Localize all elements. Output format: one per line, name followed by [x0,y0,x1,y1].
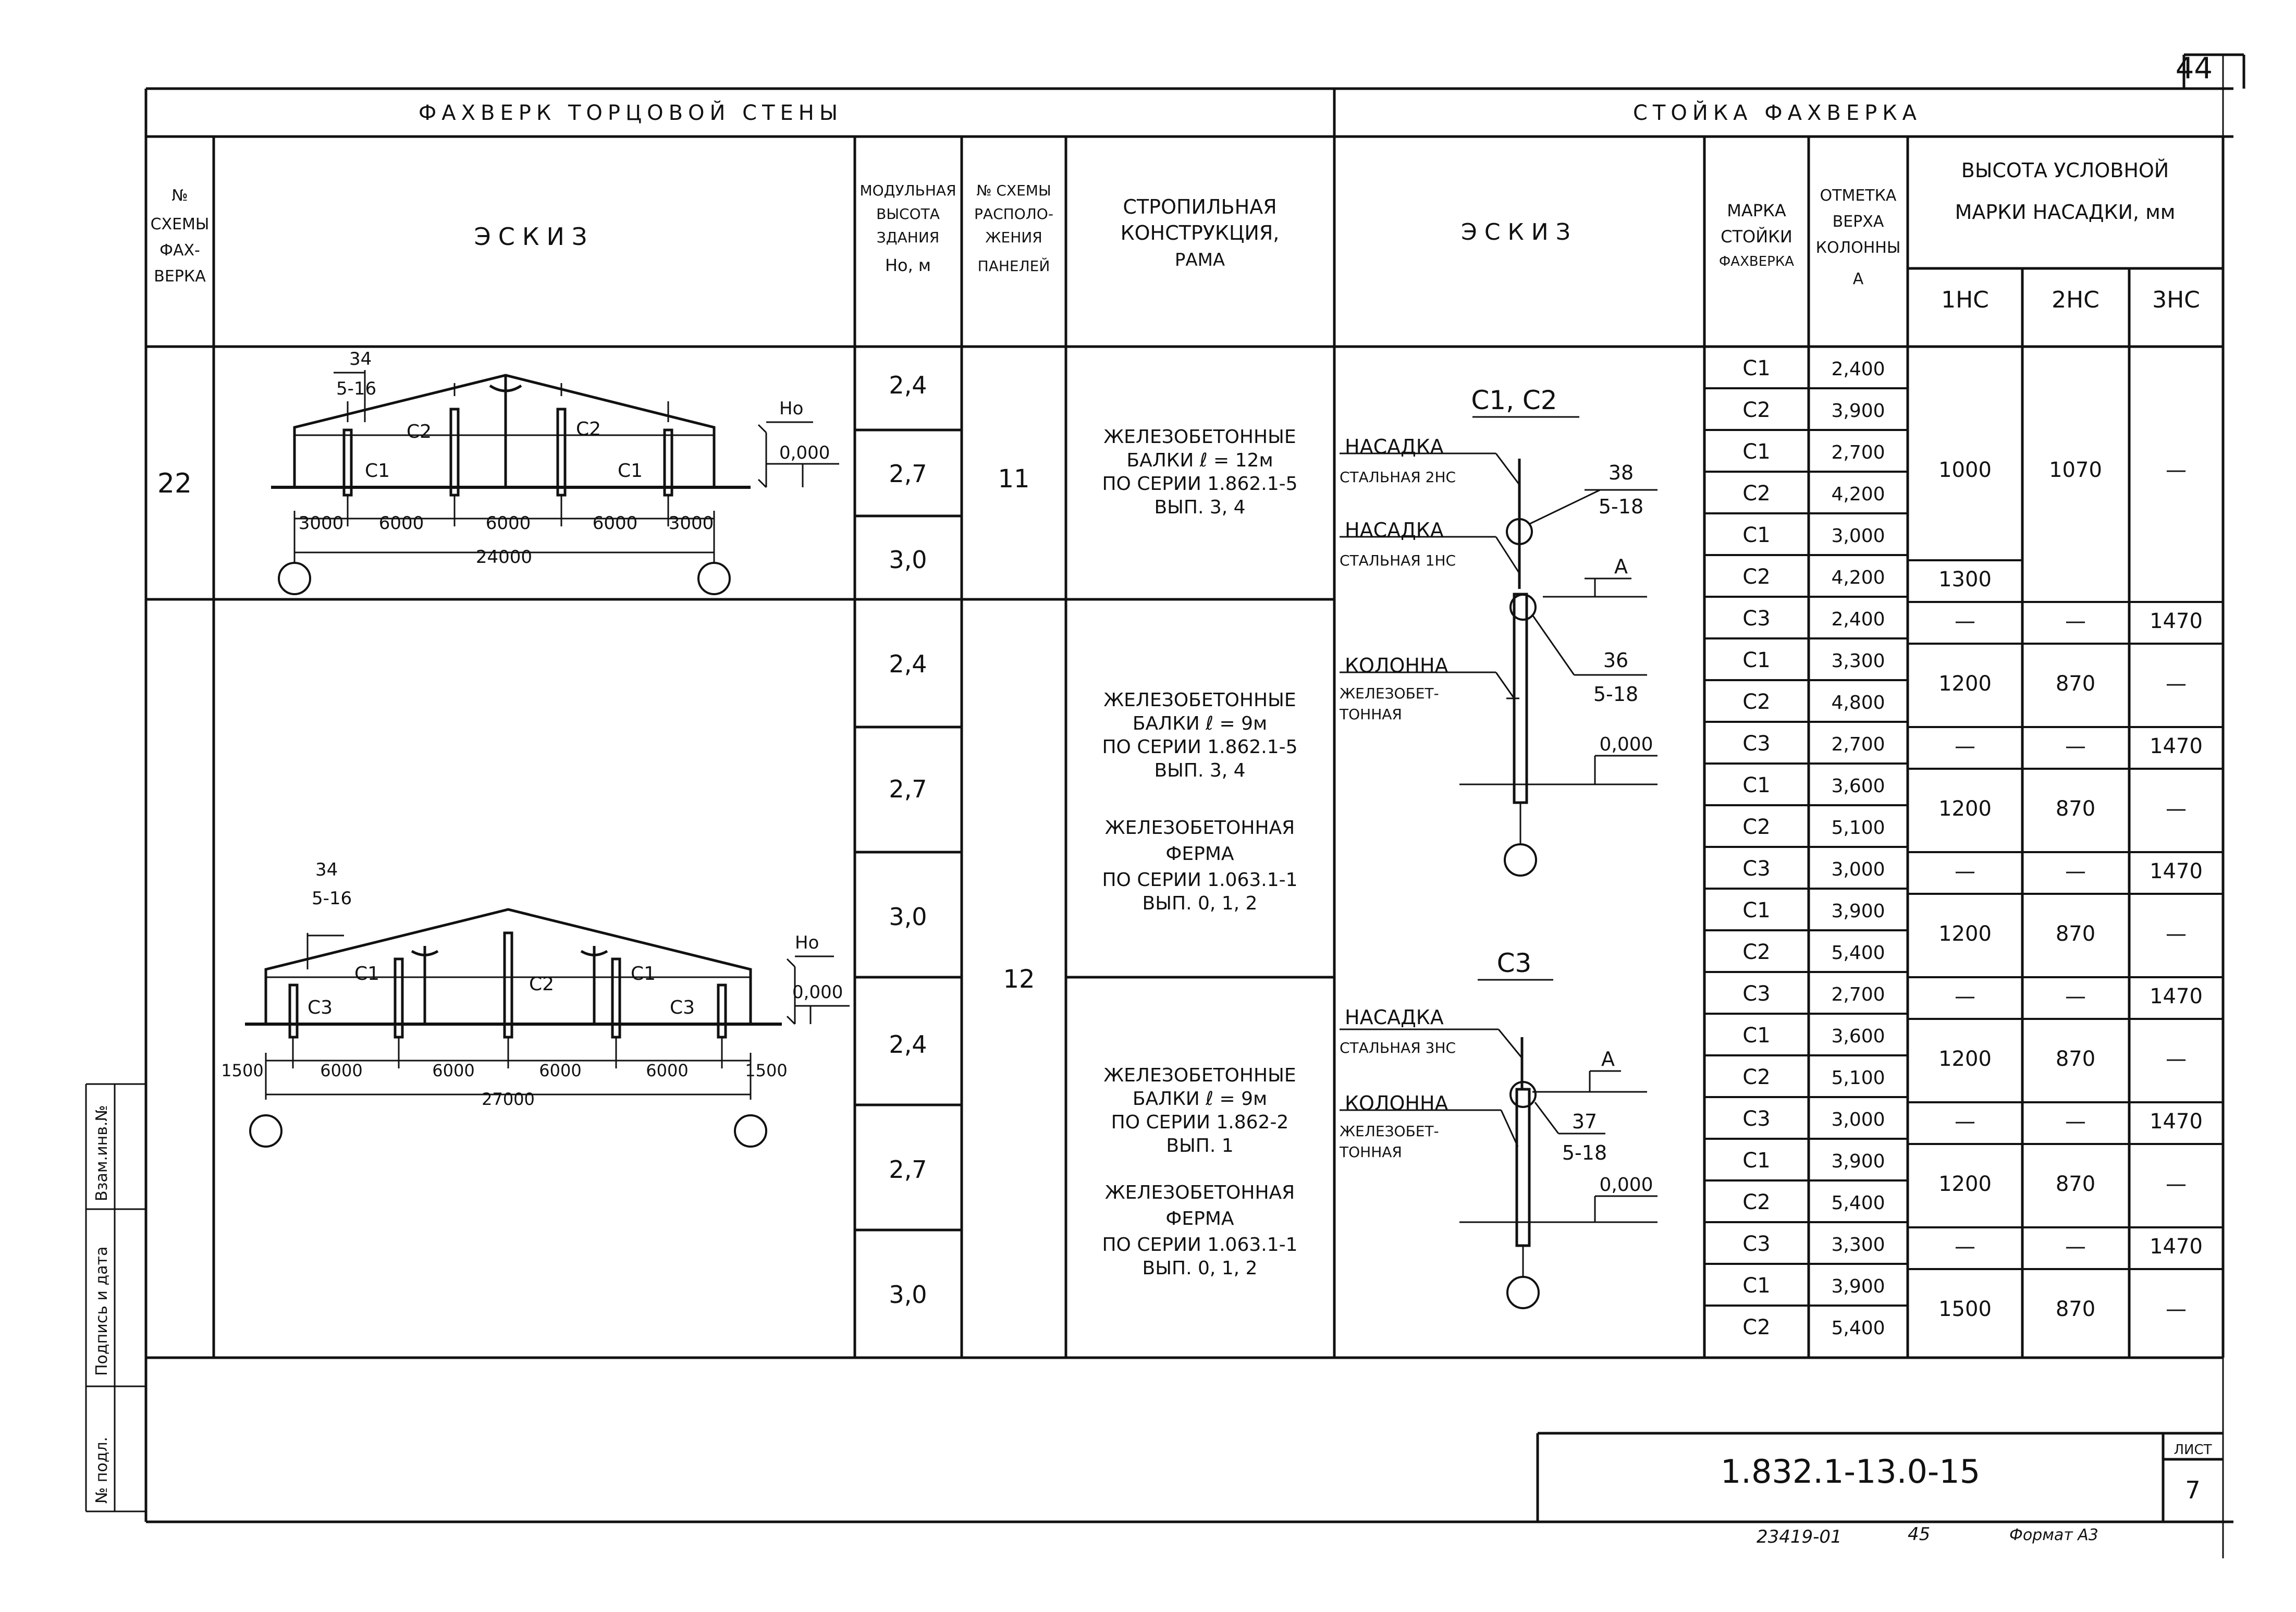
svg-text:870: 870 [2055,1047,2096,1071]
svg-text:МАРКА: МАРКА [1727,201,1786,220]
svg-text:6000: 6000 [646,1061,689,1080]
svg-text:ВЕРКА: ВЕРКА [154,267,206,286]
svg-text:С3: С3 [308,997,333,1018]
post-mark: С2 [1742,482,1771,506]
svg-text:БАЛКИ ℓ = 12м: БАЛКИ ℓ = 12м [1126,450,1273,471]
column-top-elevation: 5,100 [1831,817,1885,839]
column-top-elevation: 3,300 [1831,650,1885,672]
svg-text:6000: 6000 [485,513,531,534]
svg-text:870: 870 [2055,922,2096,946]
svg-text:КОЛОННЫ: КОЛОННЫ [1815,239,1901,257]
svg-text:ЖЕЛЕЗОБЕТОННЫЕ: ЖЕЛЕЗОБЕТОННЫЕ [1103,1065,1296,1086]
svg-text:ВЫП. 3, 4: ВЫП. 3, 4 [1154,760,1246,781]
column-top-elevation: 3,600 [1831,776,1885,797]
header-mark [1719,201,1794,269]
svg-text:0,000: 0,000 [779,442,830,463]
svg-text:2,7: 2,7 [889,460,927,488]
svg-text:3НС: 3НС [2152,287,2200,313]
column-top-elevation: 3,000 [1831,1109,1885,1130]
post-mark: С1 [1742,523,1771,547]
column-top-elevation: 4,200 [1831,567,1885,588]
svg-text:1200: 1200 [1938,797,1992,821]
svg-text:—: — [2065,1110,2086,1134]
svg-text:ФЕРМА: ФЕРМА [1165,843,1234,865]
column-top-elevation: 2,700 [1831,734,1885,755]
svg-text:—: — [2065,859,2086,883]
svg-text:СТОЙКИ: СТОЙКИ [1721,227,1792,247]
svg-text:2НС: 2НС [2052,287,2099,313]
svg-text:1470: 1470 [2150,1110,2203,1134]
svg-text:ФАХВЕРКА: ФАХВЕРКА [1718,254,1795,269]
svg-text:27000: 27000 [482,1089,535,1109]
document-code: 1.832.1-13.0-15 [1720,1453,1981,1491]
column-top-elevation: 2,700 [1831,984,1885,1005]
svg-text:3000: 3000 [298,513,344,534]
svg-text:1200: 1200 [1938,922,1992,946]
svg-text:ЖЕЛЕЗОБЕТОННЫЕ: ЖЕЛЕЗОБЕТОННЫЕ [1103,690,1296,711]
svg-text:2,7: 2,7 [889,1155,927,1184]
svg-text:РАСПОЛО-: РАСПОЛО- [974,205,1053,223]
post-mark: С2 [1742,1190,1771,1214]
svg-text:870: 870 [2055,672,2096,696]
svg-text:СТРОПИЛЬНАЯ: СТРОПИЛЬНАЯ [1123,195,1277,218]
post-mark: С1 [1742,356,1771,380]
svg-text:А: А [1614,555,1628,578]
svg-text:—: — [1955,985,1975,1008]
svg-text:ЖЕЛЕЗОБЕТОННАЯ: ЖЕЛЕЗОБЕТОННАЯ [1104,817,1295,839]
svg-text:ВЫП. 0, 1, 2: ВЫП. 0, 1, 2 [1142,1258,1258,1279]
post-mark: С2 [1742,815,1771,839]
svg-text:ВЫП. 3, 4: ВЫП. 3, 4 [1154,497,1246,518]
svg-text:МАРКИ НАСАДКИ, мм: МАРКИ НАСАДКИ, мм [1955,201,2176,224]
svg-text:ОТМЕТКА: ОТМЕТКА [1820,187,1897,205]
svg-text:6000: 6000 [592,513,638,534]
post-mark: С2 [1742,1065,1771,1089]
svg-text:КОНСТРУКЦИЯ,: КОНСТРУКЦИЯ, [1120,222,1280,244]
post-mark: С1 [1742,1149,1771,1173]
sheet-frame [86,55,2244,1558]
svg-text:2,4: 2,4 [889,371,927,399]
column-top-elevation: 5,400 [1831,942,1885,964]
svg-text:—: — [1955,1235,1975,1259]
svg-text:НАСАДКА: НАСАДКА [1345,519,1444,542]
sheet-number-top: 44 [2175,52,2213,85]
svg-text:КОЛОННА: КОЛОННА [1345,1092,1448,1115]
svg-text:34: 34 [349,349,372,370]
header-height [860,182,956,275]
svg-text:С2: С2 [529,974,555,995]
svg-text:—: — [2065,1235,2086,1259]
svg-text:38: 38 [1608,461,1634,484]
svg-text:Hо: Hо [779,398,804,419]
svg-text:—: — [2166,672,2187,696]
side-stamp [93,1105,111,1504]
svg-text:С1: С1 [365,460,390,482]
svg-text:№ подл.: № подл. [93,1436,111,1504]
svg-text:1470: 1470 [2150,985,2203,1008]
post-mark: С1 [1742,899,1771,922]
post-mark: С1 [1742,1274,1771,1298]
svg-text:ВЕРХА: ВЕРХА [1832,213,1884,231]
svg-text:ПО СЕРИИ 1.063.1-1: ПО СЕРИИ 1.063.1-1 [1102,869,1298,891]
svg-text:А: А [1601,1048,1615,1070]
column-top-elevation: 3,900 [1831,1276,1885,1297]
column-top-elevation: 4,800 [1831,692,1885,713]
svg-text:ПАНЕЛЕЙ: ПАНЕЛЕЙ [977,257,1050,275]
svg-text:ВЫП. 0, 1, 2: ВЫП. 0, 1, 2 [1142,893,1258,914]
svg-text:НАСАДКА: НАСАДКА [1345,435,1444,458]
svg-text:ПО СЕРИИ 1.063.1-1: ПО СЕРИИ 1.063.1-1 [1102,1234,1298,1256]
sketch-scheme-27000 [221,859,850,1147]
svg-text:6000: 6000 [378,513,424,534]
nozzle-values [1938,458,2203,1321]
svg-text:1200: 1200 [1938,1047,1992,1071]
svg-text:№ СХЕМЫ: № СХЕМЫ [976,182,1051,199]
svg-text:А: А [1852,270,1864,288]
roof-text-3 [1102,1065,1297,1279]
svg-text:1470: 1470 [2150,609,2203,633]
right-header: СТОЙКА ФАХВЕРКА [1632,101,1922,125]
post-mark: С3 [1742,857,1771,881]
svg-text:1470: 1470 [2150,859,2203,883]
column-top-elevation: 2,400 [1831,609,1885,630]
svg-text:ФЕРМА: ФЕРМА [1165,1208,1234,1229]
header-nozzle [1955,159,2176,224]
svg-text:МОДУЛЬНАЯ: МОДУЛЬНАЯ [860,182,956,199]
svg-text:ПО СЕРИИ 1.862.1-5: ПО СЕРИИ 1.862.1-5 [1102,736,1298,758]
svg-text:ЖЕЛЕЗОБЕТОННЫЕ: ЖЕЛЕЗОБЕТОННЫЕ [1103,426,1296,448]
svg-text:2,4: 2,4 [889,650,927,678]
svg-text:БАЛКИ ℓ = 9м: БАЛКИ ℓ = 9м [1132,1088,1268,1110]
svg-text:—: — [2166,1297,2187,1321]
post-mark: С2 [1742,690,1771,714]
svg-text:ТОННАЯ: ТОННАЯ [1340,706,1402,723]
svg-text:1500: 1500 [221,1061,264,1080]
svg-text:1300: 1300 [1938,568,1992,592]
svg-text:1470: 1470 [2150,1235,2203,1259]
post-mark: С3 [1742,1232,1771,1256]
bottom-number: 45 [1908,1524,1931,1545]
svg-text:37: 37 [1571,1110,1598,1133]
format-label: Формат А3 [2009,1526,2098,1544]
svg-text:6000: 6000 [320,1061,363,1080]
svg-text:—: — [2166,1047,2187,1071]
svg-text:Взам.инв.№: Взам.инв.№ [93,1105,111,1201]
svg-text:ЖЕНИЯ: ЖЕНИЯ [985,229,1042,246]
left-header: ФАХВЕРК ТОРЦОВОЙ СТЕНЫ [418,101,843,125]
svg-text:С1: С1 [631,963,656,985]
post-mark: С1 [1742,1024,1771,1048]
post-mark: С2 [1742,1315,1771,1339]
roof-text-2 [1102,690,1297,914]
post-sketch-c1-c2 [1339,385,1657,876]
svg-text:ПО СЕРИИ 1.862.1-5: ПО СЕРИИ 1.862.1-5 [1102,473,1298,495]
svg-text:24000: 24000 [475,547,533,568]
header-panel-scheme [974,182,1053,275]
post-mark: С3 [1742,607,1771,631]
header-roof [1121,195,1280,270]
column-top-elevation: 3,600 [1831,1026,1885,1047]
post-mark: С1 [1742,440,1771,464]
svg-text:СТАЛЬНАЯ 3НС: СТАЛЬНАЯ 3НС [1340,1039,1456,1056]
svg-text:ТОННАЯ: ТОННАЯ [1340,1143,1402,1161]
svg-text:1500: 1500 [1938,1297,1992,1321]
svg-text:1НС: 1НС [1941,287,1989,313]
svg-text:С3: С3 [1496,948,1532,978]
svg-text:СТАЛЬНАЯ 2НС: СТАЛЬНАЯ 2НС [1340,469,1456,486]
svg-text:0,000: 0,000 [1599,1174,1653,1196]
svg-text:РАМА: РАМА [1174,250,1225,270]
svg-text:—: — [2065,985,2086,1008]
svg-text:СТАЛЬНАЯ 1НС: СТАЛЬНАЯ 1НС [1340,552,1456,569]
header-elev [1816,187,1901,288]
svg-text:—: — [2065,609,2086,633]
post-mark: С2 [1742,398,1771,422]
svg-text:—: — [1955,859,1975,883]
heights-column [889,371,927,1309]
svg-text:5-18: 5-18 [1562,1141,1607,1164]
svg-text:ВЫСОТА УСЛОВНОЙ: ВЫСОТА УСЛОВНОЙ [1961,159,2169,182]
column-top-elevation: 5,100 [1831,1067,1885,1089]
svg-text:2,7: 2,7 [889,775,927,803]
roof-text-1 [1102,426,1297,518]
svg-text:С2: С2 [407,421,432,442]
post-mark: С1 [1742,773,1771,797]
svg-text:1200: 1200 [1938,1172,1992,1196]
svg-text:3000: 3000 [668,513,714,534]
svg-text:6000: 6000 [432,1061,475,1080]
post-mark: С2 [1742,565,1771,589]
svg-text:ЖЕЛЕЗОБЕТ-: ЖЕЛЕЗОБЕТ- [1340,685,1439,702]
post-mark: С3 [1742,732,1771,756]
svg-text:НАСАДКА: НАСАДКА [1345,1006,1444,1029]
svg-text:С3: С3 [670,997,695,1018]
svg-text:С1: С1 [618,460,643,482]
svg-text:С2: С2 [576,419,601,440]
svg-text:1500: 1500 [745,1061,788,1080]
svg-text:870: 870 [2055,797,2096,821]
column-top-elevation: 2,700 [1831,442,1885,463]
post-mark: С3 [1742,982,1771,1006]
header-sketch: ЭСКИЗ [474,223,595,251]
svg-text:5-18: 5-18 [1593,683,1639,706]
svg-text:ФАХ-: ФАХ- [159,241,200,260]
column-top-elevation: 3,000 [1831,525,1885,547]
svg-text:ПО СЕРИИ 1.862-2: ПО СЕРИИ 1.862-2 [1111,1112,1289,1133]
column-top-elevation: 5,400 [1831,1318,1885,1339]
svg-text:Hо: Hо [795,932,819,953]
svg-text:—: — [1955,609,1975,633]
header-post-sketch: ЭСКИЗ [1461,219,1578,245]
svg-text:Подпись и дата: Подпись и дата [93,1246,111,1376]
svg-text:2,4: 2,4 [889,1030,927,1059]
svg-text:ВЫП. 1: ВЫП. 1 [1166,1135,1234,1156]
column-top-elevation: 3,000 [1831,859,1885,880]
header-nozzle-sub [1941,287,2200,313]
svg-text:6000: 6000 [539,1061,582,1080]
column-top-elevation: 3,900 [1831,1151,1885,1172]
svg-text:С1: С1 [354,963,380,985]
header-scheme-no [151,187,210,286]
svg-text:ЖЕЛЕЗОБЕТ-: ЖЕЛЕЗОБЕТ- [1340,1123,1439,1140]
svg-text:870: 870 [2055,1172,2096,1196]
svg-text:Hо, м: Hо, м [885,255,931,275]
column-top-elevation: 3,900 [1831,901,1885,922]
svg-text:870: 870 [2055,1297,2096,1321]
sheet-number: 7 [2185,1476,2201,1504]
svg-text:—: — [1955,1110,1975,1134]
svg-text:1200: 1200 [1938,672,1992,696]
svg-text:—: — [2065,734,2086,758]
svg-text:№: № [171,187,188,205]
svg-text:0,000: 0,000 [1599,734,1653,755]
svg-text:5-16: 5-16 [312,888,352,909]
sheet-label: ЛИСТ [2174,1442,2212,1458]
panel-scheme-12: 12 [1003,965,1035,994]
column-top-elevation: 3,300 [1831,1234,1885,1256]
column-top-elevation: 2,400 [1831,359,1885,380]
svg-text:БАЛКИ ℓ = 9м: БАЛКИ ℓ = 9м [1132,713,1268,734]
svg-text:34: 34 [315,859,338,880]
inventory-number: 23419-01 [1757,1527,1842,1547]
column-top-elevation: 5,400 [1831,1192,1885,1214]
scheme-22: 22 [157,468,192,499]
svg-text:—: — [2166,458,2187,482]
svg-text:5-18: 5-18 [1598,495,1644,518]
column-top-elevation: 4,200 [1831,484,1885,505]
post-mark: С3 [1742,1107,1771,1131]
post-mark: С2 [1742,940,1771,964]
sketch-scheme-22 [271,349,839,594]
svg-text:—: — [2166,922,2187,946]
svg-text:3,0: 3,0 [889,1281,927,1309]
svg-text:1070: 1070 [2049,458,2102,482]
svg-text:—: — [1955,734,1975,758]
post-sketch-c3 [1339,948,1657,1308]
svg-text:ВЫСОТА: ВЫСОТА [876,205,940,223]
svg-text:—: — [2166,1172,2187,1196]
svg-text:—: — [2166,797,2187,821]
svg-text:1470: 1470 [2150,734,2203,758]
svg-text:0,000: 0,000 [792,982,843,1003]
svg-text:СХЕМЫ: СХЕМЫ [150,215,210,233]
column-top-elevation: 3,900 [1831,400,1885,422]
nozzle-grid [1908,560,2223,1269]
svg-text:С1, С2: С1, С2 [1471,385,1557,415]
svg-text:1000: 1000 [1938,458,1992,482]
svg-text:3,0: 3,0 [889,546,927,574]
post-mark: С1 [1742,648,1771,672]
svg-text:3,0: 3,0 [889,903,927,931]
svg-text:КОЛОННА: КОЛОННА [1345,654,1448,677]
svg-text:5-16: 5-16 [336,378,377,399]
svg-text:ЗДАНИЯ: ЗДАНИЯ [876,229,940,246]
svg-text:36: 36 [1603,649,1629,672]
panel-scheme-11: 11 [998,464,1030,494]
svg-text:ЖЕЛЕЗОБЕТОННАЯ: ЖЕЛЕЗОБЕТОННАЯ [1104,1182,1295,1203]
